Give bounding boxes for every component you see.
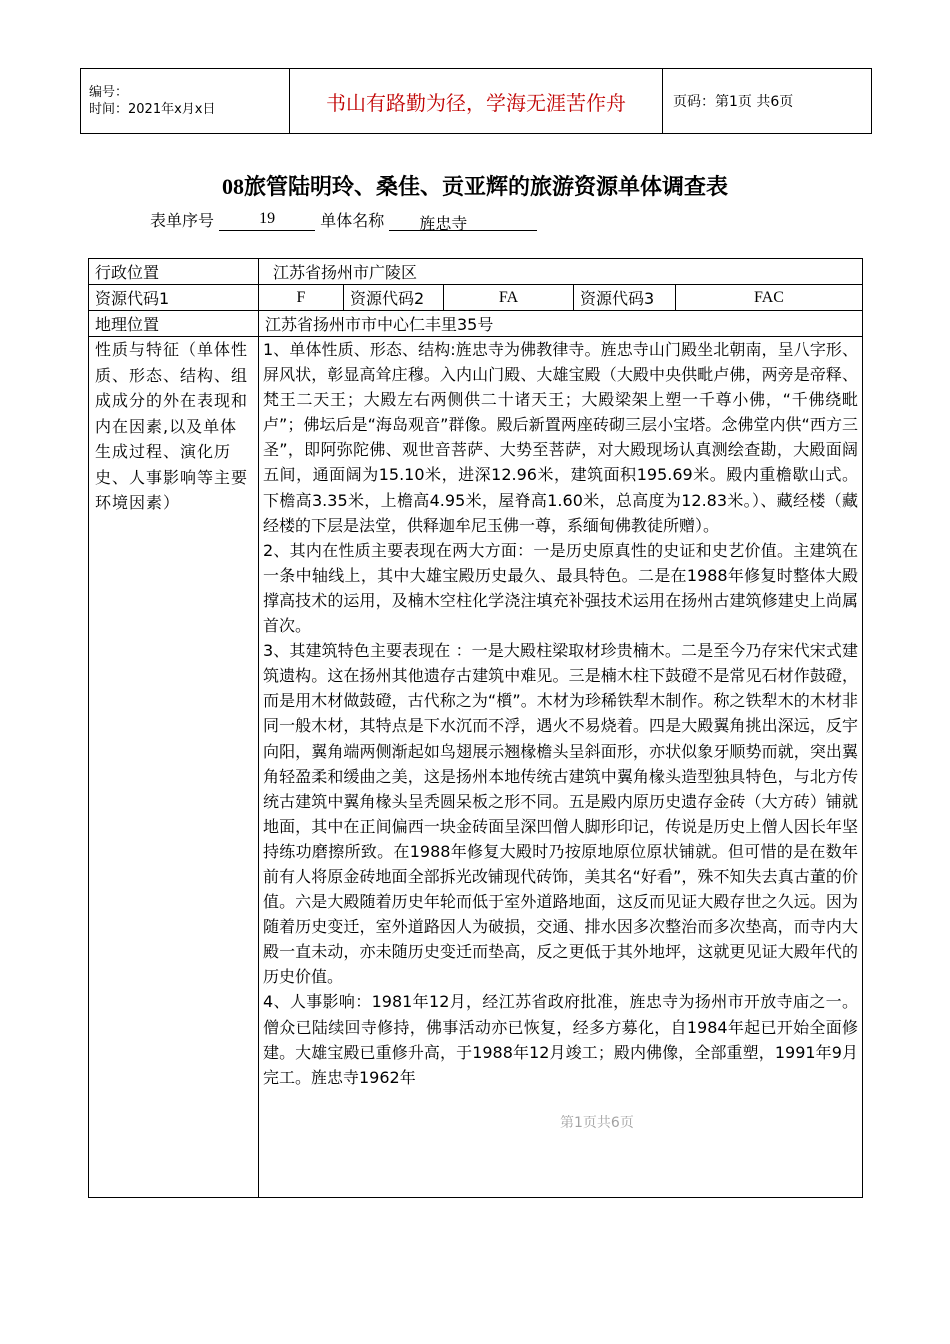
unit-name-value: 旌忠寺 <box>389 211 537 231</box>
page-header <box>80 68 872 134</box>
serial-label: 表单序号 <box>150 211 215 230</box>
survey-table <box>88 258 863 1198</box>
row-nature-features <box>89 337 863 1198</box>
header-motto: 书山有路勤为径，学海无涯苦作舟 <box>290 69 663 134</box>
paragraph-2: 2、其内在性质主要表现在两大方面：一是历史原真性的史证和史艺价值。主建筑在一条中轴线上，其中大雄宝殿历史最久、最具特色。二是在1988年修复时整体大殿撑高技术的运用，及楠木空柱化学浇注填充补强技术运用在扬州古建筑修建史上尚属首次。 <box>263 540 859 636</box>
nature-features-content <box>259 337 863 1198</box>
code1-label: 资源代码1 <box>89 285 259 311</box>
header-meta-cell <box>81 69 290 134</box>
geo-location-label: 地理位置 <box>89 311 259 337</box>
paragraph-4: 4、人事影响：1981年12月，经江苏省政府批准，旌忠寺为扬州市开放寺庙之一。僧众已陆续回寺修持，佛事活动亦已恢复，经多方募化，自1984年起已开始全面修建。大雄宝殿已重修升高，于1988年12月竣工；殿内佛像，全部重塑，1991年9月完工。旌忠寺1962年 <box>263 992 859 1087</box>
header-time: 时间：2021年x月x日 <box>89 102 216 117</box>
code1-value: F <box>259 285 344 311</box>
row-geo-location <box>89 311 863 337</box>
nature-features-label: 性质与特征（单体性质、形态、结构、组成成分的外在表现和内在因素,以及单体生成过程、演化历史、人事影响等主要环境因素） <box>89 337 259 1198</box>
form-meta-line <box>150 208 537 231</box>
title-text: 旅管陆明玲、桑佳、贡亚辉的旅游资源单体调查表 <box>243 175 728 200</box>
code2-label: 资源代码2 <box>344 285 444 311</box>
page-footer-mark: 第1页共6页 <box>560 1115 634 1131</box>
header-number: 编号： <box>89 85 129 100</box>
serial-value: 19 <box>219 210 315 231</box>
admin-location-label: 行政位置 <box>89 259 259 285</box>
admin-location-value: 江苏省扬州市广陵区 <box>259 259 863 285</box>
row-admin-location <box>89 259 863 285</box>
paragraph-3: 3、其建筑特色主要表现在 ：一是大殿柱梁取材珍贵楠木。二是至今乃存宋代宋式建筑遗构。这在扬州其他遗存古建筑中难见。三是楠木柱下鼓磴不是常见石材作鼓磴，而是用木材做鼓磴，古代称之为“櫍”。木材为珍稀铁犁木制作。称之铁犁木的木材非同一般木材，其特点是下水沉而不浮，遇火不易烧着。四是大殿翼角挑出深远，反宇向阳，翼角端两侧渐起如鸟翅展示翘椽檐头呈斜面形，亦状似象牙顺势而就，突出翼角轻盈柔和缓曲之美，这是扬州本地传统古建筑中翼角椽头造型独具特色，与北方传统古建筑中翼角椽头呈秃圆呆板之形不同。五是殿内原历史遗存金砖（大方砖）铺就地面，其中在正间偏西一块金砖面呈深凹僧人脚形印记，传说是历史上僧人因长年坚持练功磨擦所致。在1988年修复大殿时乃按原地原位原状铺就。但可惜的是在数年前有人将原金砖地面全部拆光改铺现代砖饰，美其名“好看”，殊不知失去真古董的价值。六是大殿随着历史年轮而低于室外道路地面，这反而见证大殿存世之久远。因为随着历史变迁，室外道路因人为破损，交通、排水因多次整治而多次垫高，而寺内大殿一直未动，亦未随历史变迁而垫高，反之更低于其外地坪，这就更见证大殿年代的历史价值。 <box>263 641 859 987</box>
geo-location-value: 江苏省扬州市市中心仁丰里35号 <box>259 311 863 337</box>
unit-name-label: 单体名称 <box>320 211 385 230</box>
title-prefix: 08 <box>221 174 244 199</box>
header-page-info: 页码：第1页 共6页 <box>663 69 872 134</box>
code3-label: 资源代码3 <box>574 285 676 311</box>
paragraph-1: 1、单体性质、形态、结构:旌忠寺为佛教律寺。旌忠寺山门殿坐北朝南，呈八字形、屏风状，彰显高耸庄穆。入内山门殿、大雄宝殿（大殿中央供毗卢佛，两旁是帝释、梵王二天王；大殿左右两侧供二十诸天王；大殿梁架上塑一千尊小佛，“千佛绕毗卢”；佛坛后是“海岛观音”群像。殿后新置两座砖砌三层小宝塔。念佛堂内供“西方三圣”，即阿弥陀佛、观世音菩萨、大势至菩萨，对大殿现场认真测绘查勘，大殿面阔五间，通面阔为15.10米，进深12.96米，建筑面积195.69米。殿内重檐歇山式。下檐高3.35米，上檐高4.95米，屋脊高1.60米，总高度为12.83米。）、藏经楼（藏经楼的下层是法堂，供释迦牟尼玉佛一尊，系缅甸佛教徒所赠）。 <box>263 340 859 535</box>
document-title <box>0 170 950 201</box>
code2-value: FA <box>444 285 574 311</box>
row-resource-codes <box>89 285 863 311</box>
code3-value: FAC <box>676 285 863 311</box>
